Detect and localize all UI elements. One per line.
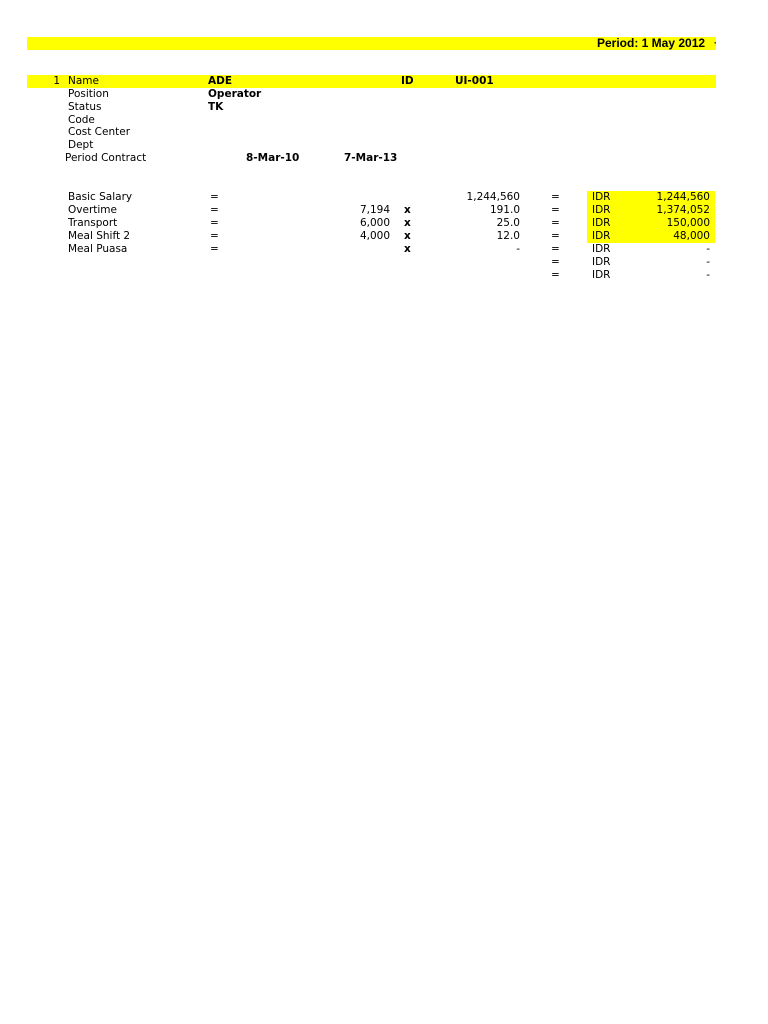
overtime-quantity: 191.0 (489, 204, 520, 216)
contract-start-date: 8-Mar-10 (246, 152, 300, 164)
overtime-multiply: x (404, 204, 411, 216)
transport-label: Transport (68, 217, 118, 229)
meal-shift-multiply: x (404, 230, 411, 242)
overtime-equals: = (210, 204, 219, 216)
basic-salary-equals: = (210, 191, 219, 203)
meal-shift-equals: = (210, 230, 219, 242)
meal-puasa-quantity: - (516, 243, 520, 255)
meal-shift-total: 48,000 (673, 230, 710, 242)
employee-name-band (27, 75, 716, 88)
code-label: Code (68, 114, 95, 126)
meal-puasa-total: - (706, 243, 710, 255)
transport-equals: = (210, 217, 219, 229)
overtime-total: 1,374,052 (656, 204, 710, 216)
extra-row-1-currency: IDR (592, 256, 611, 268)
transport-rate: 6,000 (359, 217, 390, 229)
period-marker: · (714, 38, 717, 48)
transport-total: 150,000 (666, 217, 710, 229)
basic-salary-total: 1,244,560 (656, 191, 710, 203)
period-title: Period: 1 May 2012 (597, 36, 706, 50)
overtime-rate: 7,194 (359, 204, 390, 216)
status-label: Status (68, 101, 102, 113)
basic-salary-equals-2: = (551, 191, 560, 203)
id-label: ID (401, 75, 414, 87)
transport-quantity: 25.0 (496, 217, 520, 229)
extra-row-2-total: - (706, 269, 710, 281)
meal-shift-equals-2: = (551, 230, 560, 242)
meal-puasa-multiply: x (404, 243, 411, 255)
transport-currency: IDR (592, 217, 611, 229)
extra-row-2-currency: IDR (592, 269, 611, 281)
overtime-equals-2: = (551, 204, 560, 216)
meal-puasa-equals: = (210, 243, 219, 255)
extra-row-1-total: - (706, 256, 710, 268)
position-label: Position (68, 88, 109, 100)
extra-row-2-equals: = (551, 269, 560, 281)
position-value: Operator (208, 88, 262, 100)
meal-shift-quantity: 12.0 (496, 230, 520, 242)
basic-salary-quantity: 1,244,560 (466, 191, 520, 203)
period-contract-label: Period Contract (65, 152, 147, 164)
basic-salary-currency: IDR (592, 191, 611, 203)
name-value: ADE (208, 75, 233, 87)
extra-row-1-equals: = (551, 256, 560, 268)
cost-center-label: Cost Center (68, 126, 131, 138)
transport-equals-2: = (551, 217, 560, 229)
status-value: TK (208, 101, 224, 113)
meal-shift-label: Meal Shift 2 (68, 230, 131, 242)
contract-end-date: 7-Mar-13 (344, 152, 398, 164)
transport-multiply: x (404, 217, 411, 229)
meal-shift-rate: 4,000 (359, 230, 390, 242)
meal-puasa-label: Meal Puasa (68, 243, 128, 255)
overtime-label: Overtime (68, 204, 117, 216)
name-label: Name (68, 75, 99, 87)
meal-puasa-equals-2: = (551, 243, 560, 255)
meal-shift-currency: IDR (592, 230, 611, 242)
employee-number: 1 (53, 75, 60, 87)
id-value: UI-001 (455, 75, 494, 87)
meal-puasa-currency: IDR (592, 243, 611, 255)
basic-salary-label: Basic Salary (68, 191, 133, 203)
overtime-currency: IDR (592, 204, 611, 216)
dept-label: Dept (68, 139, 94, 151)
